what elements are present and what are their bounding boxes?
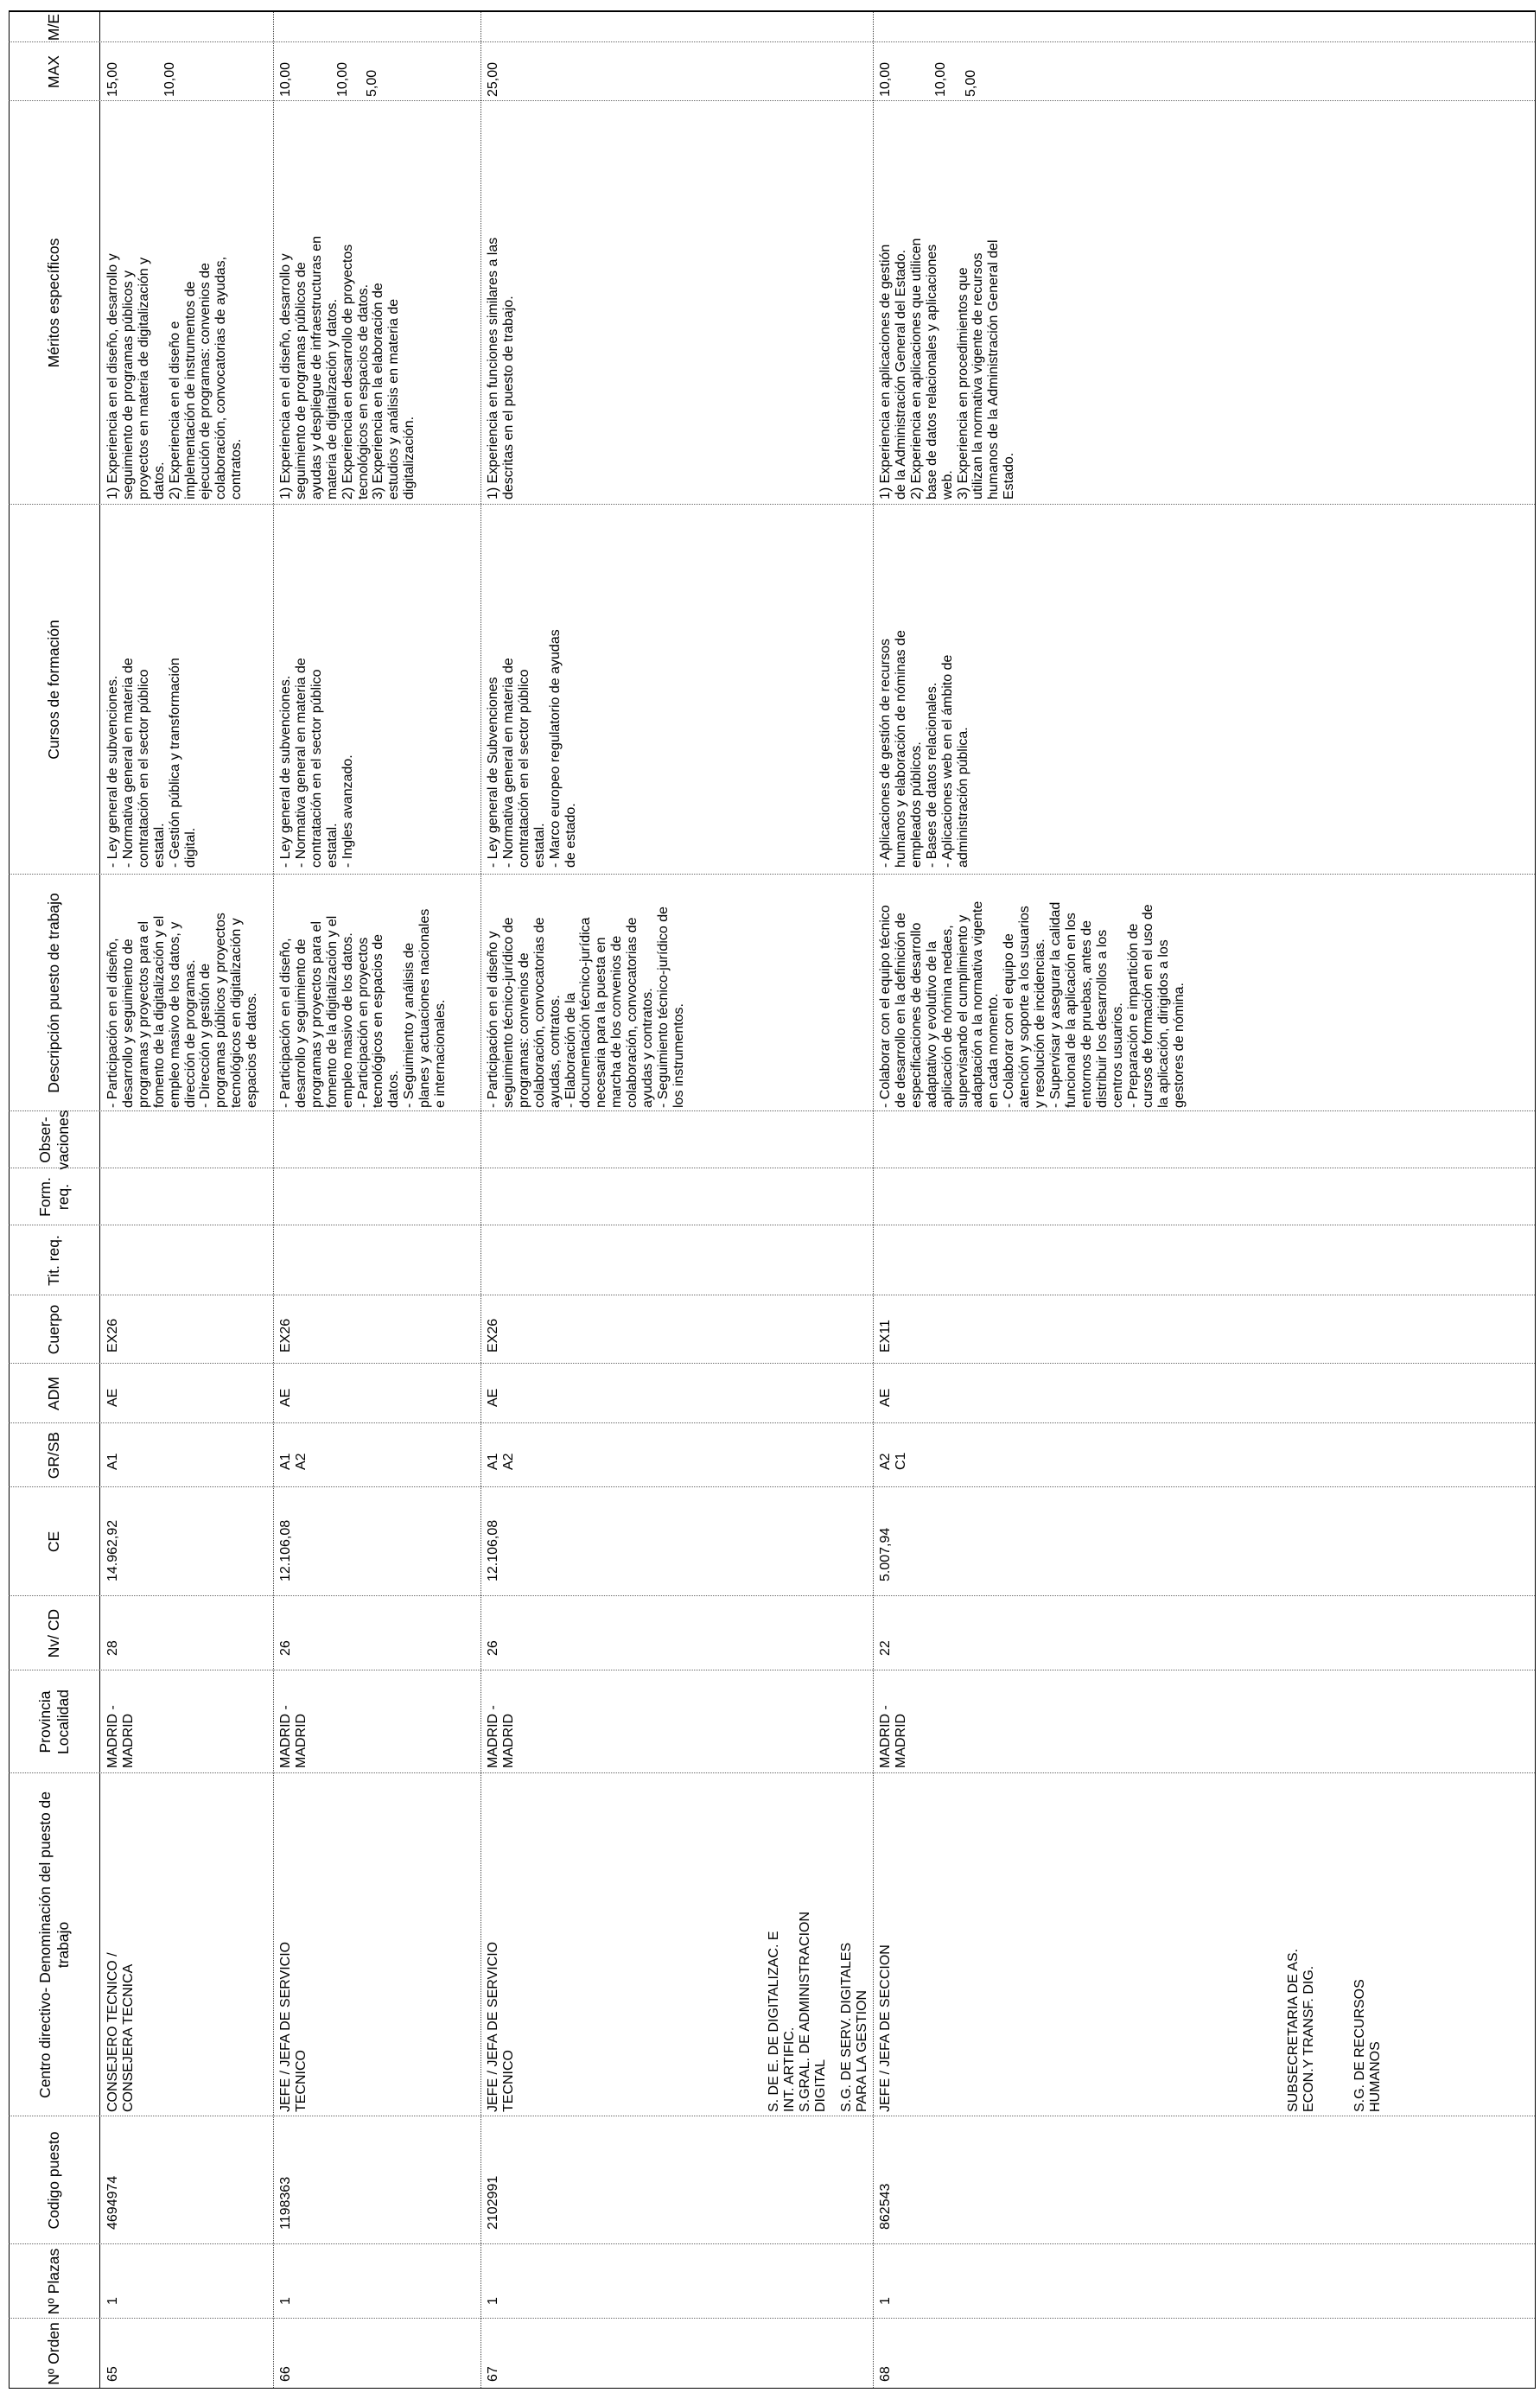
- cell-centro: CONSEJERO TECNICO / CONSEJERA TECNICA: [105, 1952, 136, 2112]
- cell-descripcion: - Colaborar con el equipo técnico de desarrollo en la definición de especificaciones de desarrollo adaptativo y evolutivo de la aplicación de nómina nedaes, supervisando el cumplimiento y adaptación a la normativa vigente en cada momento. - Colaborar con el equipo de atención y soporte a los usuarios y resolución de incidencias. - Supervisar y asegurar la calidad funcional de la aplicación en los entornos de pruebas, antes de distribuir los desarrollos a los centros usuarios. - Preparación e impartición de cursos de formación en el uso de la aplicación, dirigidos a los gestores de nómina.: [878, 900, 1187, 1108]
- header-max: MAX: [45, 55, 63, 88]
- cell-meritos: 1) Experiencia en aplicaciones de gestión de la Administración General del Estado. 2) Experiencia en aplicaciones que utilicen base de datos relacionales y aplicaciones web. 3) Experiencia en procedimientos que utilizan la normativa vigente de recursos humanos de la Administración General del Estado.: [878, 238, 1017, 500]
- cell-ce: 5.007,94: [878, 1527, 893, 1581]
- cell-provincia: MADRID - MADRID: [278, 1705, 309, 1768]
- cell-descripcion: - Participación en el diseño, desarrollo y seguimiento de programas y proyectos para el fomento de la digitalización y el empleo masivo de los datos. - Participación en proyectos tecnológicos en espacios de datos. - Seguimiento y análisis de planes y actuaciones nacionales e internacionales.: [278, 908, 449, 1108]
- cell-provincia: MADRID - MADRID: [878, 1705, 908, 1768]
- row-separator: [273, 10, 274, 2389]
- header-provincia: Provincia Localidad: [36, 1689, 72, 1754]
- cell-orden: 68: [878, 2366, 893, 2382]
- cell-grsb: A2 C1: [878, 1452, 908, 1470]
- cell-max: 15,00: [105, 61, 120, 97]
- cell-ce: 12.106,08: [278, 1519, 293, 1581]
- division-label: S.G. DE SERV. DIGITALES PARA LA GESTION: [839, 1942, 869, 2112]
- cell-plazas: 1: [486, 2297, 500, 2305]
- cell-centro: JEFE / JEFA DE SERVICIO TECNICO: [486, 1941, 516, 2112]
- column-separator: [9, 100, 1535, 101]
- header-me: M/E: [45, 13, 63, 41]
- header-meritos: Méritos específicos: [45, 238, 63, 368]
- division-label: S.G. DE RECURSOS HUMANOS: [1352, 1979, 1383, 2112]
- header-bottom-border: [99, 10, 100, 2389]
- table-left-border: [9, 2388, 1535, 2389]
- header-codigo: Codigo puesto: [45, 2131, 63, 2230]
- cell-orden: 67: [486, 2366, 500, 2382]
- table-right-border: [9, 10, 1535, 12]
- cell-plazas: 1: [878, 2297, 893, 2305]
- cell-max: 25,00: [486, 61, 500, 97]
- cell-max: 10,00: [933, 61, 948, 97]
- header-centro: Centro directivo- Denominación del puesto de trabajo: [36, 1791, 72, 2099]
- division-label: S. DE E. DE DIGITALIZAC. E INT. ARTIFIC. S.GRAL. DE ADMINISTRACION DIGITAL: [767, 1911, 828, 2112]
- cell-codigo: 4694974: [105, 2175, 120, 2230]
- cell-provincia: MADRID - MADRID: [486, 1705, 516, 1768]
- cell-provincia: MADRID - MADRID: [105, 1705, 136, 1768]
- cell-cuerpo: EX26: [278, 1318, 293, 1352]
- header-adm: ADM: [45, 1377, 63, 1410]
- row-separator: [873, 10, 874, 2389]
- cell-nv: 26: [278, 1640, 293, 1656]
- cell-max: 10,00: [335, 61, 350, 97]
- header-ce: CE: [45, 1530, 63, 1553]
- cell-cursos: - Ley general de subvenciones. - Normativa general en materia de contratación en el sector público estatal. - Ingles avanzado.: [278, 658, 355, 868]
- column-separator: [9, 1363, 1535, 1364]
- table-bottom-border: [1535, 10, 1536, 2389]
- cell-adm: AE: [878, 1388, 893, 1407]
- cell-centro: JEFE / JEFA DE SECCION: [878, 1944, 893, 2112]
- cell-orden: 65: [105, 2366, 120, 2382]
- cell-cursos: - Aplicaciones de gestión de recursos humanos y elaboración de nóminas de empleados públicos. - Bases de datos relacionales. - Aplicaciones web en el ámbito de administración pública.: [878, 630, 970, 868]
- column-separator: [9, 1772, 1535, 1773]
- header-orden: Nº Orden: [45, 2322, 63, 2385]
- header-grsb: GR/SB: [45, 1431, 63, 1479]
- cell-codigo: 1198363: [278, 2176, 293, 2230]
- column-separator: [9, 1486, 1535, 1487]
- cell-cuerpo: EX26: [486, 1318, 500, 1352]
- row-separator: [480, 10, 481, 2389]
- cell-adm: AE: [486, 1388, 500, 1407]
- cell-adm: AE: [278, 1388, 293, 1407]
- cell-adm: AE: [105, 1388, 120, 1407]
- column-separator: [9, 1595, 1535, 1596]
- cell-max: 10,00: [878, 61, 893, 97]
- cell-codigo: 2102991: [486, 2175, 500, 2230]
- column-separator: [9, 2318, 1535, 2319]
- cell-meritos: 1) Experiencia en el diseño, desarrollo y seguimiento de programas públicos de ayudas y despliegue de infraestructuras en materia de digitalización y datos. 2) Experiencia en desarrollo de proyectos tecnológicos en espacios de datos. 3) Experiencia en la elaboración de estudios y análisis en materia de digitalización.: [278, 235, 417, 500]
- cell-nv: 22: [878, 1640, 893, 1656]
- cell-ce: 12.106,08: [486, 1519, 500, 1581]
- cell-grsb: A1 A2: [278, 1453, 309, 1470]
- cell-max: 10,00: [278, 61, 293, 97]
- cell-max: 5,00: [964, 69, 978, 97]
- cell-cuerpo: EX26: [105, 1318, 120, 1352]
- header-obs: Obser- vaciones: [36, 1110, 72, 1170]
- positions-table: [9, 10, 1535, 2389]
- column-separator: [9, 1422, 1535, 1423]
- cell-ce: 14.962,92: [105, 1519, 120, 1581]
- header-cursos: Cursos de formación: [45, 620, 63, 760]
- column-separator: [9, 41, 1535, 42]
- cell-cursos: - Ley general de Subvenciones - Normativa general en materia de contratación en el sector público estatal. - Marco europeo regulatorio de ayudas de estado.: [486, 629, 578, 868]
- cell-grsb: A1 A2: [486, 1453, 516, 1470]
- header-tit: Tit. req.: [45, 1235, 63, 1286]
- cell-nv: 28: [105, 1640, 120, 1656]
- cell-meritos: 1) Experiencia en funciones similares a las descritas en el puesto de trabajo.: [486, 237, 516, 500]
- header-nv: Nv/ CD: [45, 1608, 63, 1658]
- header-form: Form. req.: [36, 1177, 72, 1217]
- header-descripcion: Descripción puesto de trabajo: [45, 893, 63, 1093]
- cell-plazas: 1: [278, 2297, 293, 2305]
- cell-grsb: A1: [105, 1453, 120, 1470]
- cell-descripcion: - Participación en el diseño, desarrollo y seguimiento de programas y proyectos para el fomento de la digitalización y el empleo masivo de los datos, y dirección de programas. - Dirección y gestión de programas públicos y proyectos tecnológicos en digitalización y espacios de datos.: [105, 913, 260, 1108]
- cell-plazas: 1: [105, 2297, 120, 2305]
- division-label: SUBSECRETARIA DE AS. ECON.Y TRANSF. DIG.: [1286, 1948, 1316, 2112]
- cell-orden: 66: [278, 2366, 293, 2382]
- column-separator: [9, 1110, 1535, 1111]
- cell-cursos: - Ley general de subvenciones. - Normativa general en materia de contratación en el sector público estatal. - Gestión pública y transformación digital.: [105, 658, 198, 868]
- cell-meritos: 1) Experiencia en el diseño, desarrollo y seguimiento de programas públicos y proyectos en materia de digitalización y datos. 2) Experiencia en el diseño e implementación de instrumentos de ejecución de programas: convenios de colaboración, convocatorias de ayudas, contratos.: [105, 253, 245, 500]
- header-cuerpo: Cuerpo: [45, 1304, 63, 1355]
- cell-nv: 26: [486, 1640, 500, 1656]
- column-separator: [9, 2243, 1535, 2244]
- cell-max: 5,00: [365, 69, 379, 97]
- header-plazas: Nº Plazas: [45, 2248, 63, 2315]
- cell-cuerpo: EX11: [878, 1320, 893, 1352]
- cell-codigo: 862543: [878, 2183, 893, 2230]
- cell-centro: JEFE / JEFA DE SERVICIO TECNICO: [278, 1941, 309, 2112]
- cell-descripcion: - Participación en el diseño y seguimiento técnico-jurídico de programas: convenios de colaboración, convocatorias de ayudas, contratos. - Elaboración de la documentación técnico-jurídica necesaria para la puesta en marcha de los convenios de colaboración, convocatorias de ayudas y contratos. - Seguimiento técnico-jurídico de los instrumentos.: [486, 906, 686, 1108]
- column-separator: [9, 504, 1535, 505]
- cell-max: 10,00: [162, 61, 177, 97]
